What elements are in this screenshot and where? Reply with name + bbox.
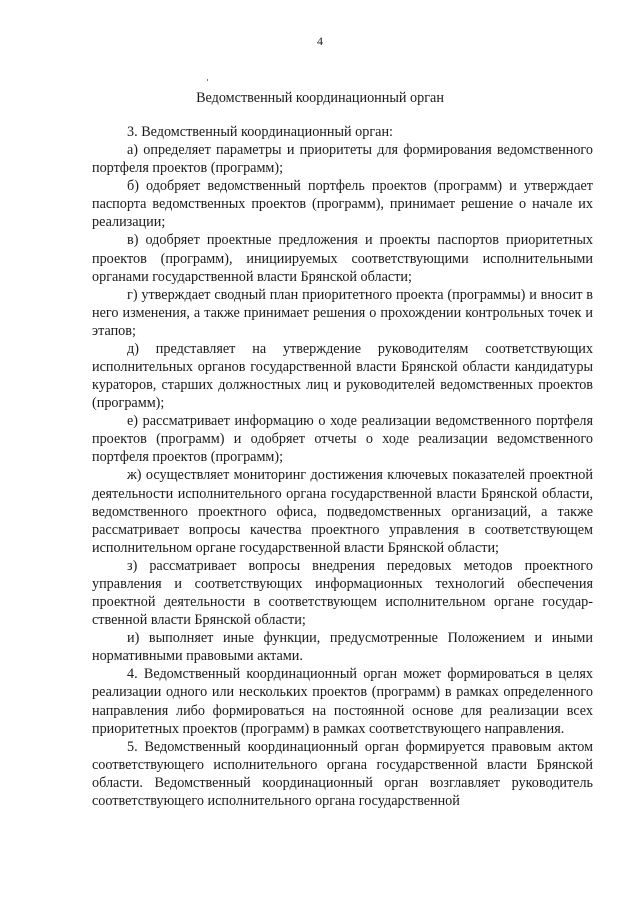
paragraph-3: 3. Ведомственный координационный орган:: [127, 124, 393, 140]
paragraph-3v: в) одобряет проектные предложения и проекты паспортов приоритетных проектов (программ), инициируемых соответствующими исполнительными органами государственной власти Брянской области;: [92, 232, 593, 285]
paragraph-3d: д) представляет на утверждение руководителям соответствующих исполнительных органов государственной власти Брянской области кандидатуры кураторов, старших должностных лиц и руководителей ведомственных проектов (программ);: [92, 340, 593, 412]
paragraph-4: 4. Ведомственный координационный орган может формироваться в целях реализации одного или нескольких проектов (программ) в рамках определенного направления либо формироваться на постоянной основе для реализации всех приоритетных проектов (программ) в рамках соответствующего направления.: [92, 666, 593, 737]
section-title: Ведомственный координационный орган: [196, 90, 444, 106]
paragraph-5: 5. Ведомственный координационный орган формируется правовым актом соответствующего исполнительного органа государственной власти Брянской области. Ведомственный координационный орган возглавляет руководитель соответствующего исполнительного органа государственной: [92, 738, 593, 809]
scan-speck: [207, 79, 208, 81]
document-body: [92, 123, 593, 810]
paragraph-3b: б) одобряет ведомственный портфель проектов (программ) и утверждает паспорта ведомственных проектов (программ), принимает решение о начале их реализации;: [92, 178, 593, 231]
page-number: 4: [317, 34, 323, 48]
paragraph-3zh: ж) осуществляет мониторинг достижения ключевых показателей проектной деятельности исполнительного органа государственной власти Брянской области, ведомственного проектного офиса, подведомственных организаций, а также рассматривает вопросы качества проектного управления в соответствующем исполнительном органе государственной власти Брянской области;: [92, 467, 593, 556]
paragraph-3z: з) рассматривает вопросы внедрения передовых методов проектного управления и соответствующих информационных технологий обеспечения проектной деятельности в соответствующем исполнительном органе государственной власти Брянской области;: [92, 557, 593, 629]
paragraph-3g: г) утверждает сводный план приоритетного проекта (программы) и вносит в него изменения, а также принимает решения о прохождении контрольных точек и этапов;: [92, 286, 593, 339]
paragraph-3i: и) выполняет иные функции, предусмотренные Положением и иными нормативными правовыми актами.: [92, 630, 593, 665]
paragraph-3e: е) рассматривает информацию о ходе реализации ведомственного портфеля проектов (программ) и одобряет отчеты о ходе реализации ведомственного портфеля проектов (программ);: [92, 413, 593, 466]
paragraph-3a: а) определяет параметры и приоритеты для формирования ведомственного портфеля проектов (программ);: [92, 142, 593, 177]
